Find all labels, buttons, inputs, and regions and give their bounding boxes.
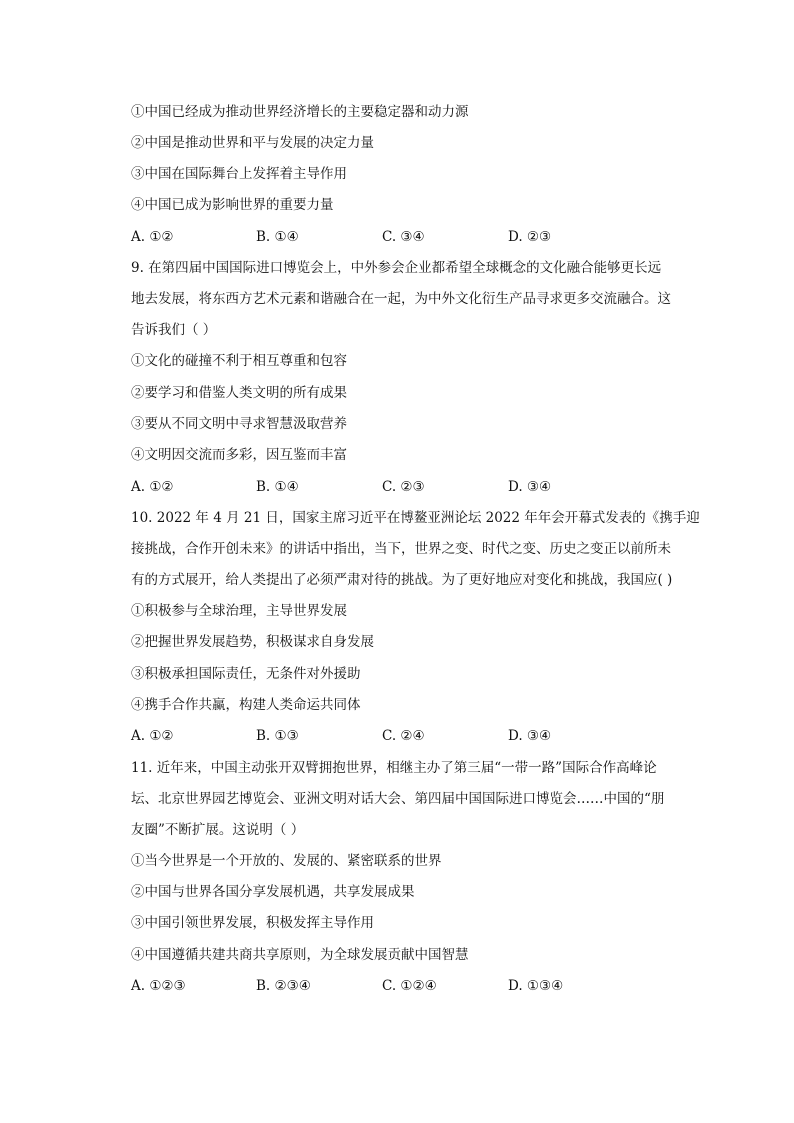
q9-stem-line-2: 地去发展，将东西方艺术元素和谐融合在一起，为中外文化衍生产品寻求更多交流融合。这 bbox=[131, 291, 671, 307]
q9-option-d[interactable]: D. ③④ bbox=[508, 479, 552, 495]
q9-stem-line-1: 9. 在第四届中国国际进口博览会上，中外参会企业都希望全球概念的文化融合能够更长远 bbox=[131, 260, 662, 276]
q8-statement-1: ①中国已经成为推动世界经济增长的主要稳定器和动力源 bbox=[131, 104, 469, 120]
q10-statement-3: ③积极承担国际责任，无条件对外援助 bbox=[131, 666, 361, 682]
q9-option-b[interactable]: B. ①④ bbox=[256, 479, 299, 495]
q11-stem-line-2: 坛、北京世界园艺博览会、亚洲文明对话大会、第四届中国国际进口博览会……中国的“朋 bbox=[131, 791, 665, 807]
q9-option-c[interactable]: C. ②③ bbox=[382, 479, 425, 495]
q9-stem-line-3: 告诉我们（ ） bbox=[131, 322, 217, 338]
q11-option-c[interactable]: C. ①②④ bbox=[382, 978, 437, 994]
q11-option-b[interactable]: B. ②③④ bbox=[256, 978, 311, 994]
q11-statement-1: ①当今世界是一个开放的、发展的、紧密联系的世界 bbox=[131, 853, 442, 869]
q10-option-c[interactable]: C. ②④ bbox=[382, 728, 425, 744]
q8-statement-4: ④中国已成为影响世界的重要力量 bbox=[131, 197, 334, 213]
q8-option-a[interactable]: A. ①② bbox=[131, 229, 174, 245]
q11-stem-line-1: 11. 近年来，中国主动张开双臂拥抱世界，相继主办了第三届“一带一路”国际合作高峰论 bbox=[131, 760, 657, 776]
q8-option-d[interactable]: D. ②③ bbox=[508, 229, 552, 245]
q8-option-b[interactable]: B. ①④ bbox=[256, 229, 299, 245]
q10-option-d[interactable]: D. ③④ bbox=[508, 728, 552, 744]
q10-option-b[interactable]: B. ①③ bbox=[256, 728, 299, 744]
q11-stem-line-3: 友圈”不断扩展。这说明（ ） bbox=[131, 822, 305, 838]
q11-statement-3: ③中国引领世界发展，积极发挥主导作用 bbox=[131, 915, 374, 931]
q9-statement-3: ③要从不同文明中寻求智慧汲取营养 bbox=[131, 416, 347, 432]
q9-statement-2: ②要学习和借鉴人类文明的所有成果 bbox=[131, 385, 347, 401]
q8-statement-3: ③中国在国际舞台上发挥着主导作用 bbox=[131, 166, 347, 182]
q11-statement-2: ②中国与世界各国分享发展机遇，共享发展成果 bbox=[131, 884, 415, 900]
q11-option-a[interactable]: A. ①②③ bbox=[131, 978, 186, 994]
q10-stem-line-1: 10. 2022 年 4 月 21 日，国家主席习近平在博鳌亚洲论坛 2022 年年会开幕式发表的《携手迎 bbox=[131, 510, 700, 526]
q11-statement-4: ④中国遵循共建共商共享原则，为全球发展贡献中国智慧 bbox=[131, 947, 469, 963]
q10-stem-line-2: 接挑战，合作开创未来》的讲话中指出，当下，世界之变、时代之变、历史之变正以前所未 bbox=[131, 541, 671, 557]
q10-option-a[interactable]: A. ①② bbox=[131, 728, 174, 744]
q10-stem-line-3: 有的方式展开，给人类提出了必须严肃对待的挑战。为了更好地应对变化和挑战，我国应( ) bbox=[131, 572, 673, 588]
q10-statement-1: ①积极参与全球治理，主导世界发展 bbox=[131, 603, 347, 619]
q10-statement-4: ④携手合作共赢，构建人类命运共同体 bbox=[131, 697, 361, 713]
q11-option-d[interactable]: D. ①③④ bbox=[508, 978, 564, 994]
q8-statement-2: ②中国是推动世界和平与发展的决定力量 bbox=[131, 135, 374, 151]
q9-statement-4: ④文明因交流而多彩，因互鉴而丰富 bbox=[131, 447, 347, 463]
q8-option-c[interactable]: C. ③④ bbox=[382, 229, 425, 245]
q9-statement-1: ①文化的碰撞不利于相互尊重和包容 bbox=[131, 353, 347, 369]
q10-statement-2: ②把握世界发展趋势，积极谋求自身发展 bbox=[131, 634, 374, 650]
q9-option-a[interactable]: A. ①② bbox=[131, 479, 174, 495]
